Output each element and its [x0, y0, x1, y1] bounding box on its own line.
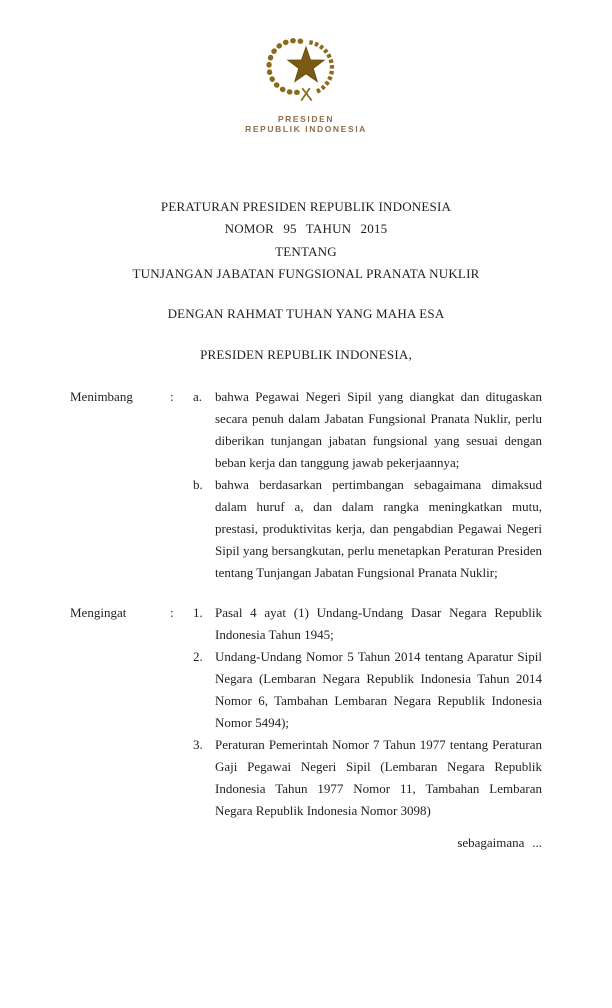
motto-line: DENGAN RAHMAT TUHAN YANG MAHA ESA — [167, 306, 445, 321]
menimbang-label: Menimbang — [70, 389, 133, 404]
clauses-block — [70, 386, 542, 854]
menimbang-separator: : — [170, 389, 174, 404]
opening-line: PRESIDEN REPUBLIK INDONESIA, — [200, 347, 412, 362]
regulation-subject-line: TUNJANGAN JABATAN FUNGSIONAL PRANATA NUKLIR — [132, 266, 480, 282]
seal-caption-line1: PRESIDEN — [277, 114, 335, 124]
page-catchword: sebagaimana ... — [457, 835, 542, 850]
list-item-marker: 3. — [193, 737, 203, 752]
mengingat-section — [70, 602, 542, 822]
list-item-text: Pasal 4 ayat (1) Undang-Undang Dasar Negara Republik Indonesia Tahun 1945; — [215, 605, 542, 642]
regulation-number-line: NOMOR 95 TAHUN 2015 — [224, 221, 388, 237]
seal-caption-line2: REPUBLIK INDONESIA — [245, 124, 367, 134]
menimbang-section — [70, 386, 542, 584]
list-item-text: bahwa berdasarkan pertimbangan sebagaimana dimaksud dalam huruf a, dan dalam rangka meningkatkan mutu, prestasi, produktivitas kerja, dan pengabdian Pegawai Negeri Sipil yang bersangkutan, perlu menetapkan Peraturan Presiden tentang Tunjangan Jabatan Fungsional Pranata Nuklir; — [215, 477, 542, 580]
list-item-marker: b. — [193, 477, 203, 492]
list-item-marker: a. — [193, 389, 203, 404]
list-item-text: Peraturan Pemerintah Nomor 7 Tahun 1977 tentang Peraturan Gaji Pegawai Negeri Sipil (Lembaran Negara Republik Indonesia Tahun 1977 Nomor 11, Tambahan Lembaran Negara Republik Indonesia Nomor 3098) — [215, 737, 542, 818]
seal-caption — [0, 114, 612, 134]
list-item-marker: 2. — [193, 649, 203, 664]
regulation-title-block — [0, 196, 612, 286]
presidential-seal-icon — [258, 29, 354, 107]
regulation-title-line: PERATURAN PRESIDEN REPUBLIK INDONESIA — [160, 199, 452, 214]
presidential-seal — [0, 29, 612, 134]
list-item-text: bahwa Pegawai Negeri Sipil yang diangkat dan ditugaskan secara penuh dalam Jabatan Fungsional Pranata Nuklir, perlu diberikan tunjangan jabatan fungsional yang sesuai dengan beban kerja dan tanggung jawab pekerjaannya; — [215, 389, 542, 470]
mengingat-label: Mengingat — [70, 605, 127, 620]
regulation-tentang-line: TENTANG — [275, 243, 337, 259]
mengingat-separator: : — [170, 605, 174, 620]
list-item-text: Undang-Undang Nomor 5 Tahun 2014 tentang Aparatur Sipil Negara (Lembaran Negara Republik Indonesia Tahun 2014 Nomor 6, Tambahan Lembaran Negara Republik Indonesia Nomor 5494); — [215, 649, 542, 730]
list-item-marker: 1. — [193, 605, 203, 620]
